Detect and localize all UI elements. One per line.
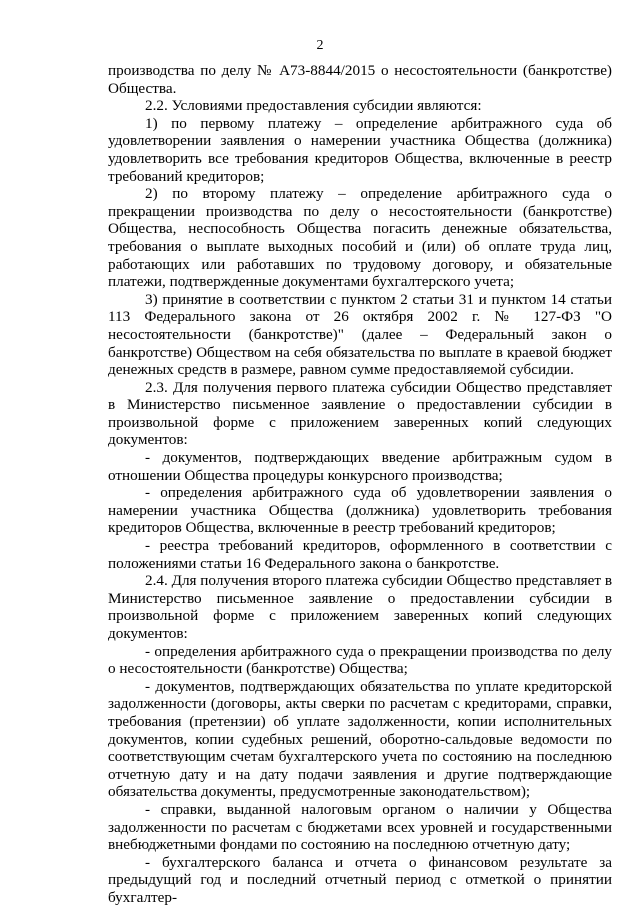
paragraph: производства по делу № А73-8844/2015 о несостоятельности (банкротстве) Общества. <box>108 62 612 97</box>
paragraph: 2) по второму платежу – определение арбитражного суда о прекращении производства по делу о несостоятельности (банкротстве) Общества, неспособность Общества погасить денежные обязательства, требования о выплате выходных пособий и (или) об оплате труда лиц, работающих или работавших по трудовому договору, и обязательные платежи, подтвержденные документами бухгалтерского учета; <box>108 185 612 291</box>
document-body <box>108 62 612 907</box>
paragraph: 3) принятие в соответствии с пунктом 2 статьи 31 и пунктом 14 статьи 113 Федерального закона от 26 октября 2002 г. № 127-ФЗ "О несостоятельности (банкротстве)" (далее – Федеральный закон о банкротстве) Обществом на себя обязательства по выплате в краевой бюджет денежных средств в размере, равном сумме предоставляемой субсидии. <box>108 290 612 379</box>
paragraph: 2.4. Для получения второго платежа субсидии Общество представляет в Министерство письменное заявление о предоставлении субсидии в произвольной форме с приложением заверенных копий следующих документов: <box>108 572 612 642</box>
paragraph: 2.3. Для получения первого платежа субсидии Общество представляет в Министерство письменное заявление о предоставлении субсидии в произвольной форме с приложением заверенных копий следующих документов: <box>108 378 612 449</box>
paragraph: - справки, выданной налоговым органом о наличии у Общества задолженности по расчетам с бюджетами всех уровней и государственными внебюджетными фондами по состоянию на последнюю отчетную дату; <box>108 800 612 854</box>
paragraph: - бухгалтерского баланса и отчета о финансовом результате за предыдущий год и последний отчетный период с отметкой о принятии бухгалтер- <box>108 853 612 906</box>
paragraph: 1) по первому платежу – определение арбитражного суда об удовлетворении заявления о намерении участника Общества (должника) удовлетворить все требования кредиторов Общества, включенные в реестр требований кредиторов; <box>108 114 612 185</box>
paragraph: 2.2. Условиями предоставления субсидии являются: <box>145 97 482 115</box>
paragraph: - документов, подтверждающих обязательства по уплате кредиторской задолженности (договоры, акты сверки по расчетам с кредиторами, справки, требования (претензии) об уплате задолженности, копии исполнительных документов, копии судебных решений, оборотно-сальдовые ведомости по соответствующим счетам бухгалтерского учета по состоянию на последнюю отчетную дату и на дату подачи заявления и другие подтверждающие обязательства документы, предусмотренные законодательством); <box>108 677 612 801</box>
paragraph: - определения арбитражного суда об удовлетворении заявления о намерении участника Общества (должника) удовлетворить требования кредиторов Общества, включенные в реестр требований кредиторов; <box>108 484 612 537</box>
page-number: 2 <box>316 38 324 53</box>
paragraph: - документов, подтверждающих введение арбитражным судом в отношении Общества процедуры конкурсного производства; <box>108 449 612 484</box>
paragraph: - определения арбитражного суда о прекращении производства по делу о несостоятельности (банкротстве) Общества; <box>108 642 612 678</box>
paragraph: - реестра требований кредиторов, оформленного в соответствии с положениями статьи 16 Федерального закона о банкротстве. <box>108 537 612 572</box>
